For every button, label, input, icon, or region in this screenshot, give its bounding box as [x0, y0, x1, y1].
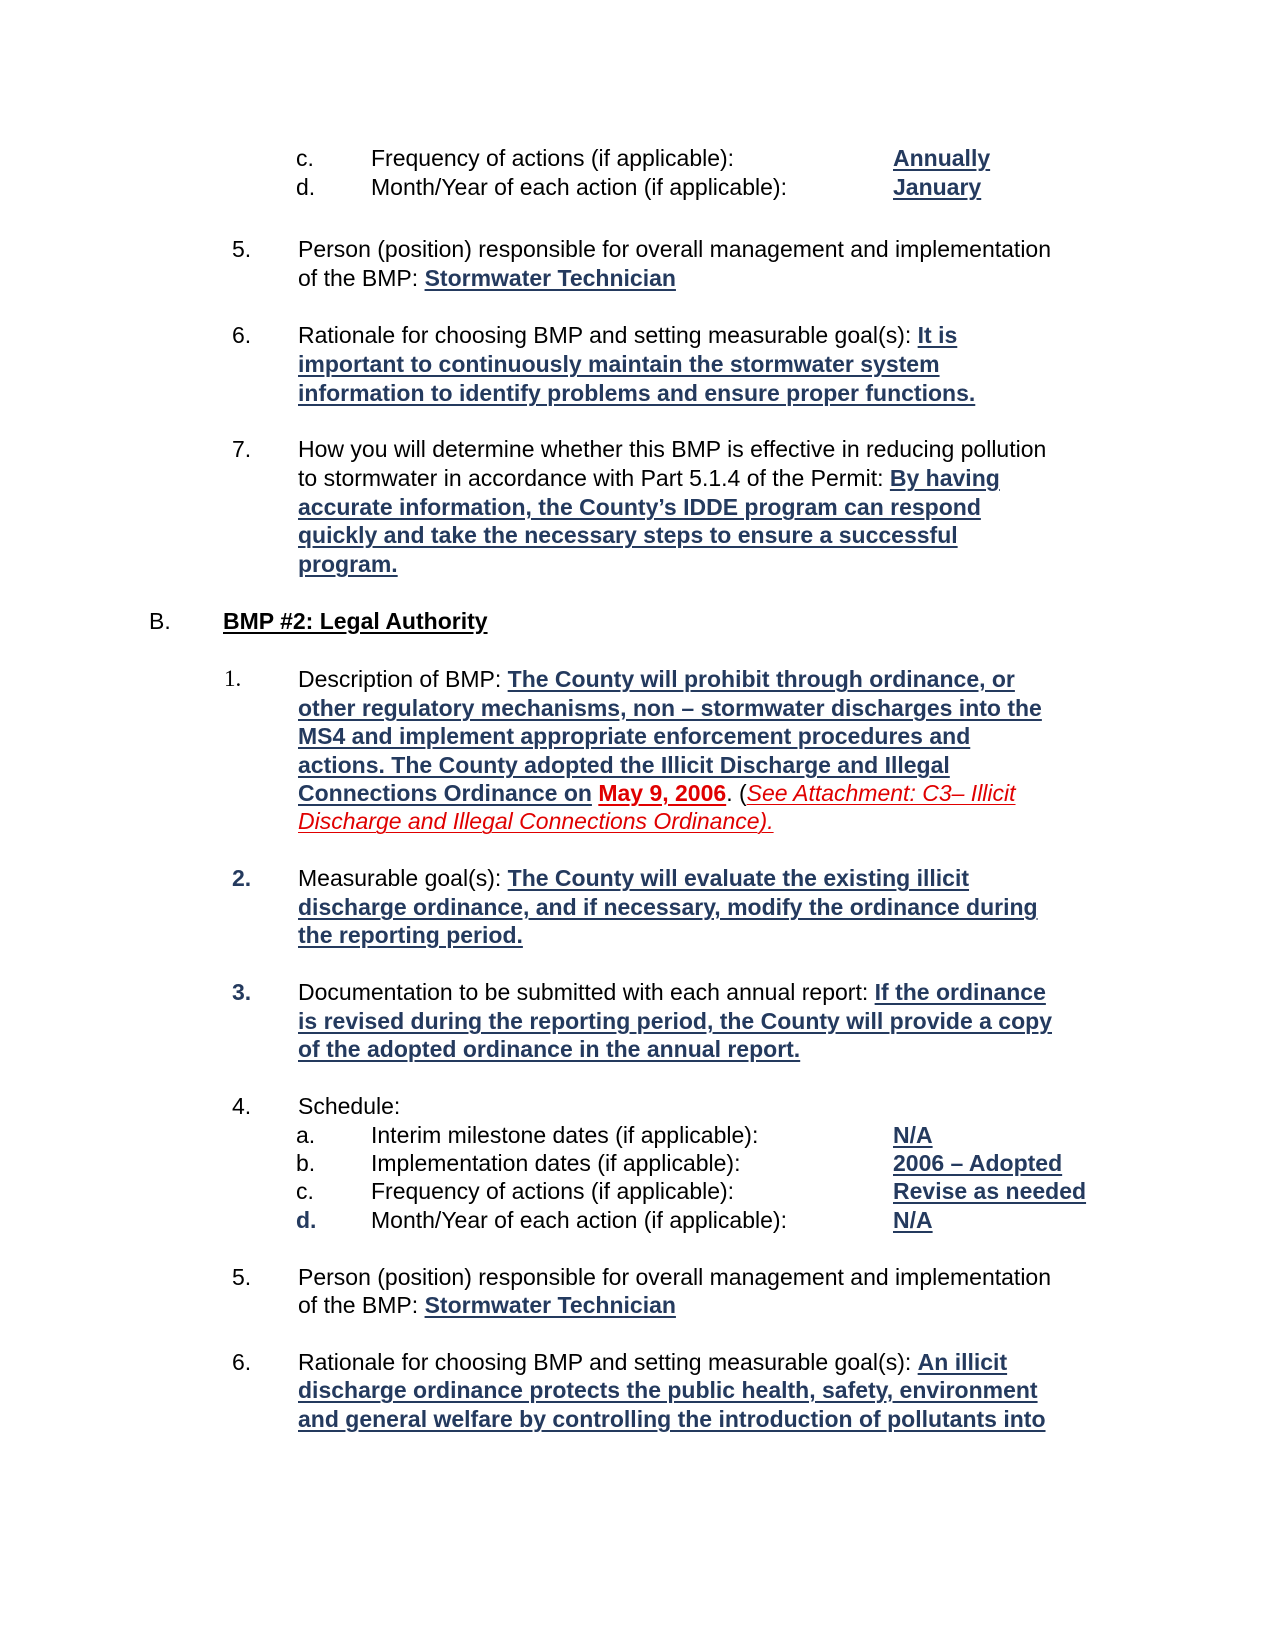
answer-text: is revised during the reporting period, the County will provide a copy — [298, 1008, 1052, 1034]
responsible-person: Stormwater Technician — [424, 265, 676, 291]
section-title: BMP #2: Legal Authority — [223, 608, 488, 634]
item-prefix: Measurable goal(s): — [298, 865, 508, 891]
item-number: 3. — [232, 979, 252, 1005]
answer-text: quickly and take the necessary steps to ensure a successful — [298, 522, 958, 548]
item-number: 2. — [232, 865, 252, 891]
item-number: 6. — [232, 322, 252, 348]
item-number: 6. — [232, 1349, 252, 1375]
answer-text: information to identify problems and ensure proper functions. — [298, 380, 976, 406]
schedule-label: Month/Year of each action (if applicable): — [371, 1207, 787, 1233]
adoption-date: May 9, 2006 — [598, 780, 727, 806]
answer-text: and general welfare by controlling the introduction of pollutants into — [298, 1406, 1046, 1432]
item-prefix: Documentation to be submitted with each annual report: — [298, 979, 875, 1005]
item-text — [298, 864, 969, 892]
schedule-label: Interim milestone dates (if applicable): — [371, 1122, 759, 1148]
item-text — [298, 1291, 676, 1319]
item-text — [298, 464, 1000, 492]
item-text — [298, 978, 1046, 1006]
schedule-heading: Schedule: — [298, 1093, 401, 1119]
schedule-label: Frequency of actions (if applicable): — [371, 1178, 735, 1204]
schedule-label: Month/Year of each action (if applicable): — [371, 174, 787, 200]
answer-text: The County will prohibit through ordinance, or — [507, 666, 1015, 692]
item-text — [298, 321, 957, 349]
punctuation: . ( — [726, 780, 747, 806]
item-text — [298, 779, 1016, 807]
section-letter: B. — [149, 608, 171, 634]
schedule-value: N/A — [893, 1207, 933, 1233]
answer-text: It is — [917, 322, 958, 348]
schedule-letter: d. — [296, 174, 316, 200]
schedule-letter: a. — [296, 1122, 316, 1148]
item-prefix: to stormwater in accordance with Part 5.1.4 of the Permit: — [298, 465, 890, 491]
item-prefix: Rationale for choosing BMP and setting measurable goal(s): — [298, 322, 918, 348]
schedule-value: 2006 – Adopted — [893, 1150, 1063, 1176]
answer-text: of the adopted ordinance in the annual report. — [298, 1036, 801, 1062]
item-number: 1. — [224, 666, 242, 691]
item-text: How you will determine whether this BMP is effective in reducing pollution — [298, 436, 1047, 462]
answer-text: important to continuously maintain the stormwater system — [298, 351, 940, 377]
answer-text: Connections Ordinance on — [298, 780, 592, 806]
schedule-letter: c. — [296, 1178, 314, 1204]
schedule-label: Implementation dates (if applicable): — [371, 1150, 741, 1176]
item-text — [298, 264, 676, 292]
item-prefix: Rationale for choosing BMP and setting measurable goal(s): — [298, 1349, 918, 1375]
schedule-value: January — [893, 174, 982, 200]
item-prefix: Description of BMP: — [298, 666, 508, 692]
item-text: Person (position) responsible for overall management and implementation — [298, 1264, 1052, 1290]
answer-text: discharge ordinance protects the public health, safety, environment — [298, 1377, 1038, 1403]
answer-text: discharge ordinance, and if necessary, modify the ordinance during — [298, 894, 1038, 920]
attachment-reference-link[interactable]: Discharge and Illegal Connections Ordinance). — [298, 808, 774, 834]
answer-text: accurate information, the County’s IDDE program can respond — [298, 494, 981, 520]
responsible-person: Stormwater Technician — [424, 1292, 676, 1318]
schedule-letter: b. — [296, 1150, 316, 1176]
answer-text: An illicit — [917, 1349, 1008, 1375]
item-prefix: of the BMP: — [298, 265, 425, 291]
schedule-value: N/A — [893, 1122, 933, 1148]
answer-text: the reporting period. — [298, 922, 523, 948]
item-text — [298, 1348, 1007, 1376]
item-text — [298, 665, 1015, 693]
answer-text: If the ordinance — [874, 979, 1046, 1005]
schedule-letter: c. — [296, 145, 314, 171]
item-prefix: of the BMP: — [298, 1292, 425, 1318]
item-number: 7. — [232, 436, 252, 462]
item-text: Person (position) responsible for overall management and implementation — [298, 236, 1052, 262]
answer-text: program. — [298, 551, 398, 577]
answer-text: MS4 and implement appropriate enforcement procedures and — [298, 723, 971, 749]
item-number: 5. — [232, 236, 252, 262]
item-number: 4. — [232, 1093, 252, 1119]
answer-text: By having — [889, 465, 1000, 491]
schedule-value: Revise as needed — [893, 1178, 1087, 1204]
answer-text: The County will evaluate the existing illicit — [507, 865, 970, 891]
attachment-reference-link[interactable]: See Attachment: C3– Illicit — [746, 780, 1016, 806]
item-number: 5. — [232, 1264, 252, 1290]
schedule-label: Frequency of actions (if applicable): — [371, 145, 735, 171]
schedule-letter: d. — [296, 1207, 317, 1233]
schedule-value: Annually — [893, 145, 991, 171]
answer-text: actions. The County adopted the Illicit Discharge and Illegal — [298, 752, 950, 778]
answer-text: other regulatory mechanisms, non – stormwater discharges into the — [298, 695, 1042, 721]
